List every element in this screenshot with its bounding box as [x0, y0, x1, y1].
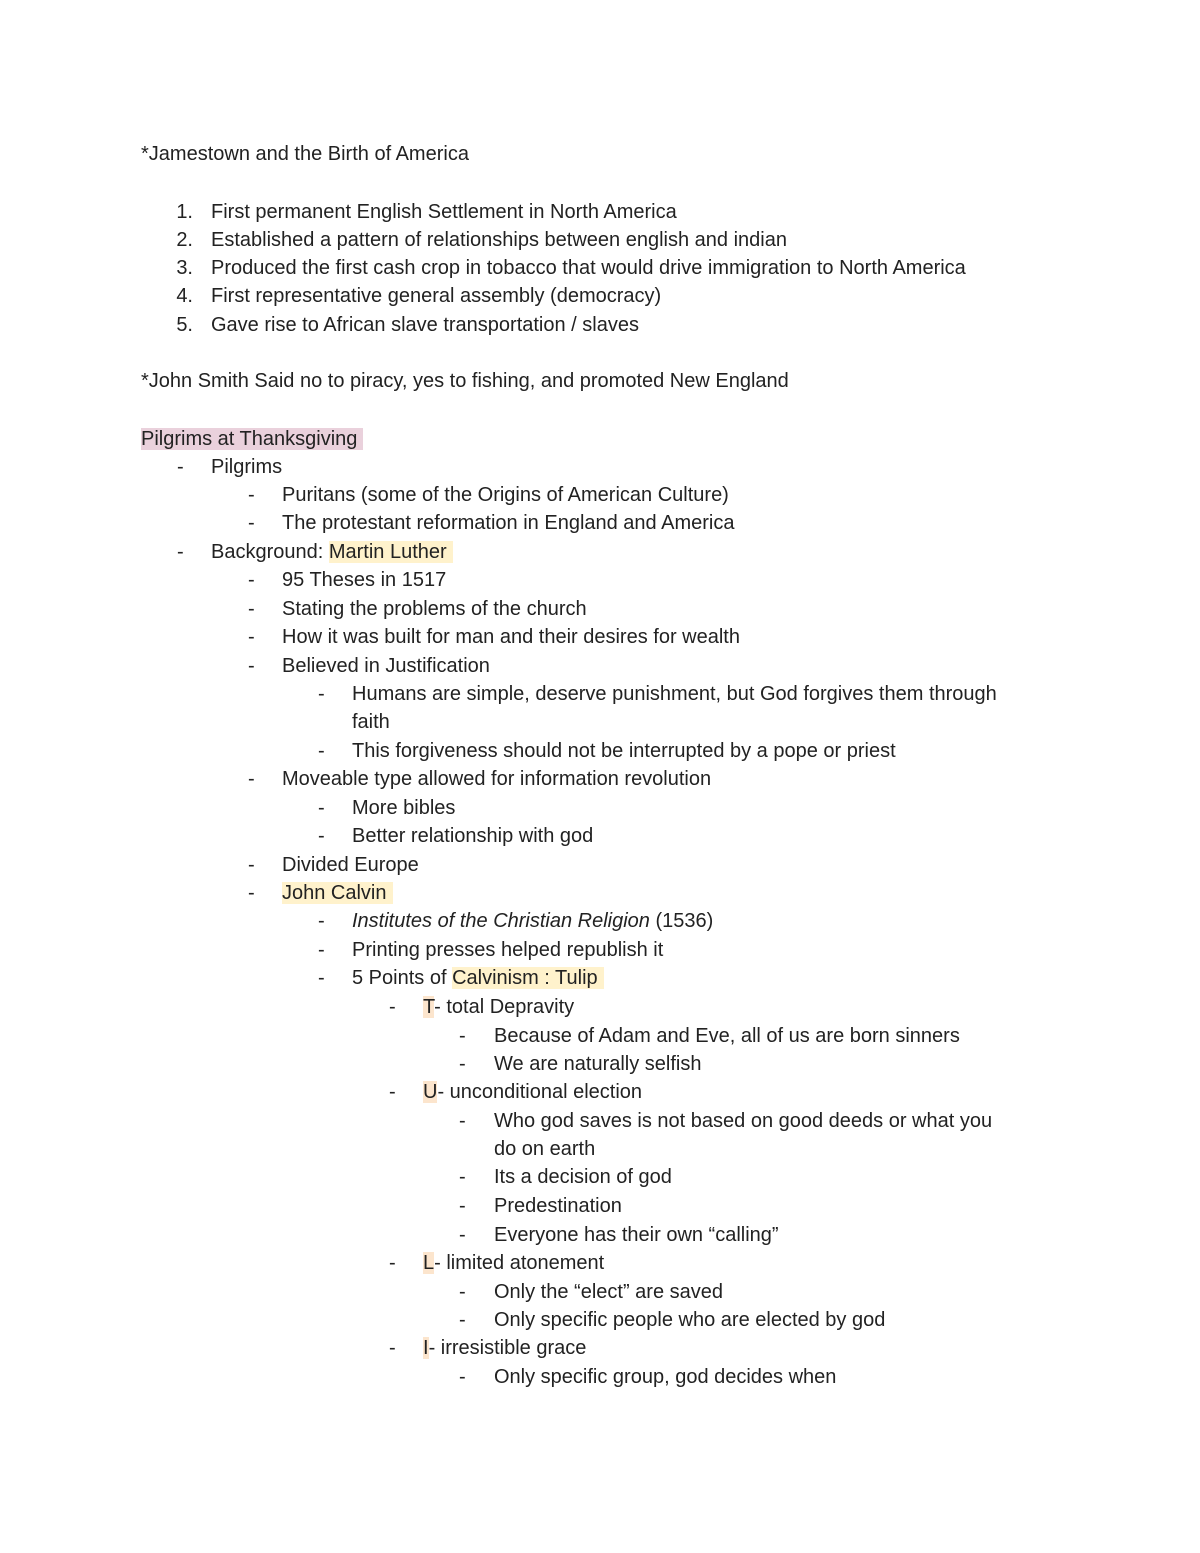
bullet-dash: - [248, 655, 255, 677]
jamestown-heading: *Jamestown and the Birth of America [141, 143, 469, 165]
highlighted-term: Martin Luther [329, 541, 453, 563]
outline-item-continuation: faith [352, 711, 390, 733]
bullet-dash: - [459, 1025, 466, 1047]
outline-item [352, 907, 713, 935]
list-number: 1. [176, 201, 193, 223]
tulip-text: - limited atonement [434, 1252, 605, 1274]
bullet-dash: - [459, 1224, 466, 1246]
outline-item: Better relationship with god [352, 825, 594, 847]
outline-item: Printing presses helped republish it [352, 939, 664, 961]
outline-item: Believed in Justification [282, 655, 490, 677]
list-item: Gave rise to African slave transportation / slaves [211, 314, 639, 336]
bullet-dash: - [177, 456, 184, 478]
outline-item [211, 538, 453, 566]
outline-item: The protestant reformation in England and America [282, 512, 735, 534]
list-number: 2. [176, 229, 193, 251]
bullet-dash: - [389, 1252, 396, 1274]
outline-item: Only specific group, god decides when [494, 1366, 837, 1388]
outline-item [423, 993, 574, 1021]
list-item: Produced the first cash crop in tobacco that would drive immigration to North America [211, 257, 966, 279]
outline-item: Only specific people who are elected by god [494, 1309, 886, 1331]
bullet-dash: - [459, 1366, 466, 1388]
list-item: Established a pattern of relationships between english and indian [211, 229, 787, 251]
bullet-dash: - [389, 1081, 396, 1103]
bullet-dash: - [318, 910, 325, 932]
outline-item: 95 Theses in 1517 [282, 569, 447, 591]
outline-item: Everyone has their own “calling” [494, 1224, 779, 1246]
highlighted-heading: Pilgrims at Thanksgiving [141, 428, 363, 450]
list-number: 4. [176, 285, 193, 307]
list-number: 5. [176, 314, 193, 336]
list-item: First permanent English Settlement in North America [211, 201, 677, 223]
tulip-text: - irresistible grace [428, 1337, 587, 1359]
book-title: Institutes of the Christian Religion [352, 910, 650, 932]
book-year: (1536) [649, 910, 714, 932]
outline-item: Pilgrims [211, 456, 283, 478]
tulip-letter: U [423, 1081, 438, 1103]
bullet-dash: - [248, 768, 255, 790]
list-item: First representative general assembly (democracy) [211, 285, 662, 307]
outline-item: Predestination [494, 1195, 622, 1217]
outline-item: We are naturally selfish [494, 1053, 702, 1075]
bullet-dash: - [459, 1110, 466, 1132]
bullet-dash: - [248, 854, 255, 876]
bullet-dash: - [459, 1053, 466, 1075]
bullet-dash: - [459, 1309, 466, 1331]
bullet-dash: - [459, 1281, 466, 1303]
bullet-dash: - [318, 939, 325, 961]
pilgrims-heading [141, 425, 363, 453]
outline-item: How it was built for man and their desires for wealth [282, 626, 740, 648]
outline-item: Only the “elect” are saved [494, 1281, 723, 1303]
bullet-dash: - [318, 797, 325, 819]
outline-item: Its a decision of god [494, 1166, 672, 1188]
bullet-dash: - [318, 967, 325, 989]
bullet-dash: - [318, 683, 325, 705]
highlighted-term: John Calvin [282, 882, 393, 904]
outline-item: Divided Europe [282, 854, 419, 876]
bullet-dash: - [248, 569, 255, 591]
outline-item [282, 879, 393, 907]
bullet-dash: - [248, 598, 255, 620]
outline-item: Because of Adam and Eve, all of us are born sinners [494, 1025, 960, 1047]
outline-item: Humans are simple, deserve punishment, but God forgives them through [352, 683, 997, 705]
bullet-dash: - [248, 484, 255, 506]
bullet-dash: - [318, 740, 325, 762]
outline-item: Moveable type allowed for information revolution [282, 768, 712, 790]
bullet-dash: - [389, 996, 396, 1018]
bullet-dash: - [248, 626, 255, 648]
outline-item-continuation: do on earth [494, 1138, 596, 1160]
bullet-dash: - [318, 825, 325, 847]
bullet-dash: - [177, 541, 184, 563]
tulip-letter: I [423, 1337, 429, 1359]
background-label: Background: [211, 541, 329, 563]
bullet-dash: - [389, 1337, 396, 1359]
outline-item: Who god saves is not based on good deeds or what you [494, 1110, 993, 1132]
outline-item [423, 1334, 586, 1362]
bullet-dash: - [248, 882, 255, 904]
list-number: 3. [176, 257, 193, 279]
outline-item [423, 1249, 604, 1277]
bullet-dash: - [459, 1166, 466, 1188]
bullet-dash: - [459, 1195, 466, 1217]
outline-item [423, 1078, 642, 1106]
john-smith-note: *John Smith Said no to piracy, yes to fishing, and promoted New England [141, 370, 789, 392]
outline-item: Stating the problems of the church [282, 598, 587, 620]
outline-item: More bibles [352, 797, 456, 819]
tulip-text: - total Depravity [434, 996, 575, 1018]
outline-item [352, 964, 604, 992]
outline-item: This forgiveness should not be interrupted by a pope or priest [352, 740, 896, 762]
tulip-letter: L [423, 1252, 435, 1274]
bullet-dash: - [248, 512, 255, 534]
outline-item: Puritans (some of the Origins of American Culture) [282, 484, 729, 506]
highlighted-term: Calvinism : Tulip [452, 967, 604, 989]
five-points-label: 5 Points of [352, 967, 453, 989]
tulip-text: - unconditional election [437, 1081, 643, 1103]
tulip-letter: T [423, 996, 435, 1018]
